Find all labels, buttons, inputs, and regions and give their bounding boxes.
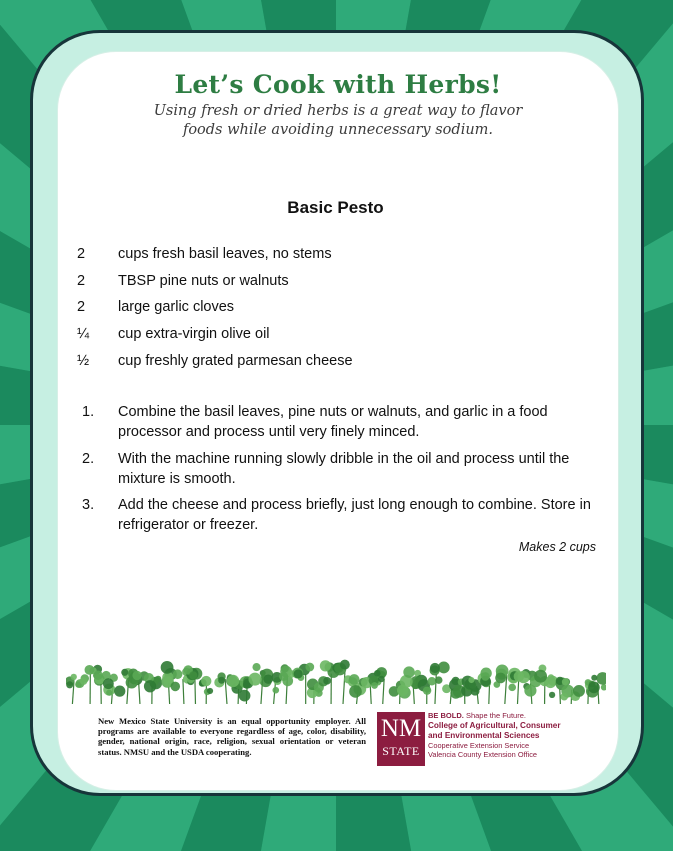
- college-name-line-2: and Environmental Sciences: [428, 731, 540, 740]
- college-branding: [428, 711, 598, 759]
- instruction-step: [58, 402, 618, 442]
- extension-service: Cooperative Extension Service: [428, 741, 530, 750]
- step-number: 2.: [82, 450, 95, 467]
- instruction-list: [58, 402, 618, 542]
- logo-state-text: STATE: [382, 744, 420, 758]
- parsley-sprig: [279, 664, 295, 704]
- equal-opportunity-statement: New Mexico State University is an equal opportunity employer. All programs are available to everyone regardless of age, color, disability, gender, national origin, race, religion, sexual orientation or veteran status. NMSU and the USDA cooperating.: [98, 716, 366, 757]
- ingredient-text: large garlic cloves: [118, 299, 235, 316]
- ingredient-text: cup extra-virgin olive oil: [118, 326, 270, 343]
- parsley-sprig: [588, 672, 606, 704]
- recipe-yield: Makes 2 cups: [518, 540, 596, 554]
- ingredient-quantity: 2: [77, 272, 86, 289]
- step-number: 1.: [82, 404, 95, 420]
- step-number: 3.: [82, 497, 95, 513]
- subtitle-line-1: Using fresh or dried herbs is a great way to flavor: [153, 103, 523, 119]
- ingredient-text: TBSP pine nuts or walnuts: [118, 272, 289, 289]
- parsley-sprig: [199, 676, 213, 704]
- instruction-step: [58, 495, 618, 535]
- step-text: Combine the basil leaves, pine nuts or walnuts, and garlic in a food processor and process until very finely minced.: [118, 404, 548, 440]
- subtitle-line-2: foods while avoiding unnecessary sodium.: [182, 122, 494, 138]
- ingredient-quantity: ½: [77, 352, 90, 369]
- ingredient-quantity: ¼: [77, 326, 90, 343]
- tagline: [428, 711, 598, 721]
- parsley-border-icon: [66, 642, 606, 704]
- logo-nm-text: NM: [380, 715, 422, 742]
- county-office: Valencia County Extension Office: [428, 750, 538, 759]
- college-name-line-1: College of Agricultural, Consumer: [428, 721, 561, 730]
- tagline-bold: BE BOLD.: [428, 711, 464, 720]
- step-text: Add the cheese and process briefly, just long enough to combine. Store in refrigerator or freezer.: [118, 497, 591, 533]
- ingredient-quantity: 2: [77, 299, 86, 316]
- ingredient-quantity: 2: [77, 246, 86, 262]
- nmsu-logo: [377, 712, 425, 766]
- ingredient-text: cup freshly grated parmesan cheese: [118, 352, 353, 369]
- recipe-card: [58, 52, 618, 790]
- page-title: Let’s Cook with Herbs!: [174, 70, 502, 99]
- parsley-sprig: [144, 673, 162, 704]
- tagline-rest: Shape the Future.: [465, 711, 526, 720]
- recipe-title: Basic Pesto: [287, 198, 384, 217]
- parsley-sprig: [428, 662, 450, 704]
- instruction-step: [58, 449, 618, 489]
- parsley-sprig: [560, 678, 585, 704]
- ingredient-text: cups fresh basil leaves, no stems: [118, 246, 332, 262]
- page-subtitle: [58, 102, 618, 140]
- step-text: With the machine running slowly dribble in the oil and process until the mixture is smooth.: [118, 450, 570, 487]
